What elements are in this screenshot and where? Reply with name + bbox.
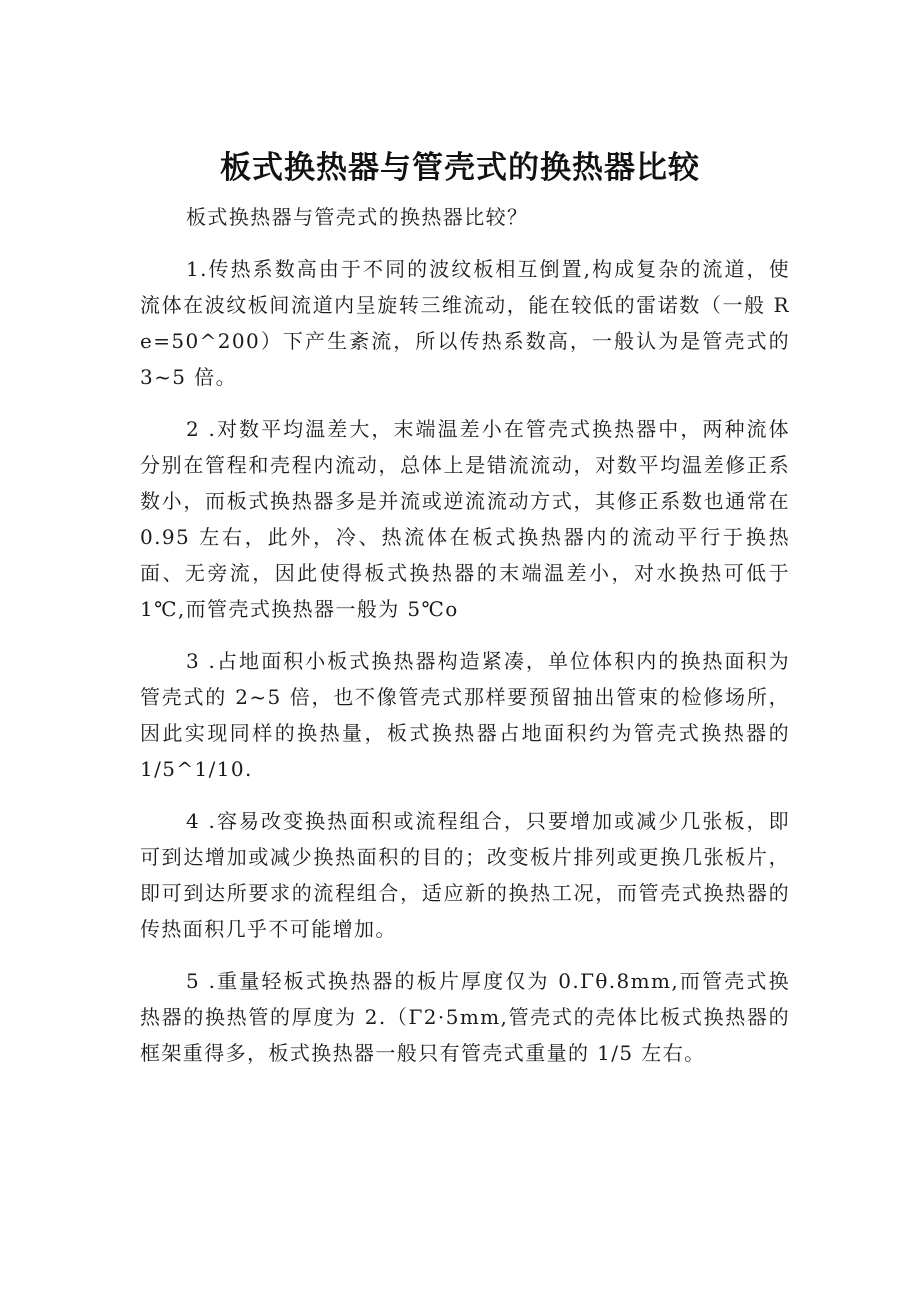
paragraph-5-weight: 5 .重量轻板式换热器的板片厚度仅为 0.Γθ.8mm,而管壳式换热器的换热管的厚度为 2.（Γ2·5mm,管壳式的壳体比板式换热器的框架重得多，板式换热器一般只有管壳式重量的 1/5 左右。 xyxy=(140,969,790,1065)
page-title: 板式换热器与管壳式的换热器比较 xyxy=(220,149,700,186)
intro-question: 板式换热器与管壳式的换热器比较？ xyxy=(186,205,529,229)
paragraph-2-temperature-difference: 2 .对数平均温差大，末端温差小在管壳式换热器中，两种流体分别在管程和壳程内流动，总体上是错流流动，对数平均温差修正系数小，而板式换热器多是并流或逆流流动方式，其修正系数也通常在 0.95 左右，此外，冷、热流体在板式换热器内的流动平行于换热面、无旁流，因此使得板式换热器的末端温差小，对水换热可低于 1℃,而管壳式换热器一般为 5℃o xyxy=(140,417,790,621)
paragraph-3-footprint: 3 .占地面积小板式换热器构造紧凑，单位体积内的换热面积为管壳式的 2~5 倍，也不像管壳式那样要预留抽出管束的检修场所，因此实现同样的换热量，板式换热器占地面积约为管壳式换热器的 1/5^1/10. xyxy=(140,649,790,781)
document-body xyxy=(140,199,790,1071)
paragraph-1-heat-transfer-coefficient: 1.传热系数高由于不同的波纹板相互倒置,构成复杂的流道，使流体在波纹板间流道内呈旋转三维流动，能在较低的雷诺数（一般 Re=50^200）下产生紊流，所以传热系数高，一般认为是管壳式的 3~5 倍。 xyxy=(140,257,790,389)
paragraph-4-flexibility: 4 .容易改变换热面积或流程组合，只要增加或减少几张板，即可到达增加或减少换热面积的目的；改变板片排列或更换几张板片，即可到达所要求的流程组合，适应新的换热工况，而管壳式换热器的传热面积几乎不可能增加。 xyxy=(140,809,790,941)
